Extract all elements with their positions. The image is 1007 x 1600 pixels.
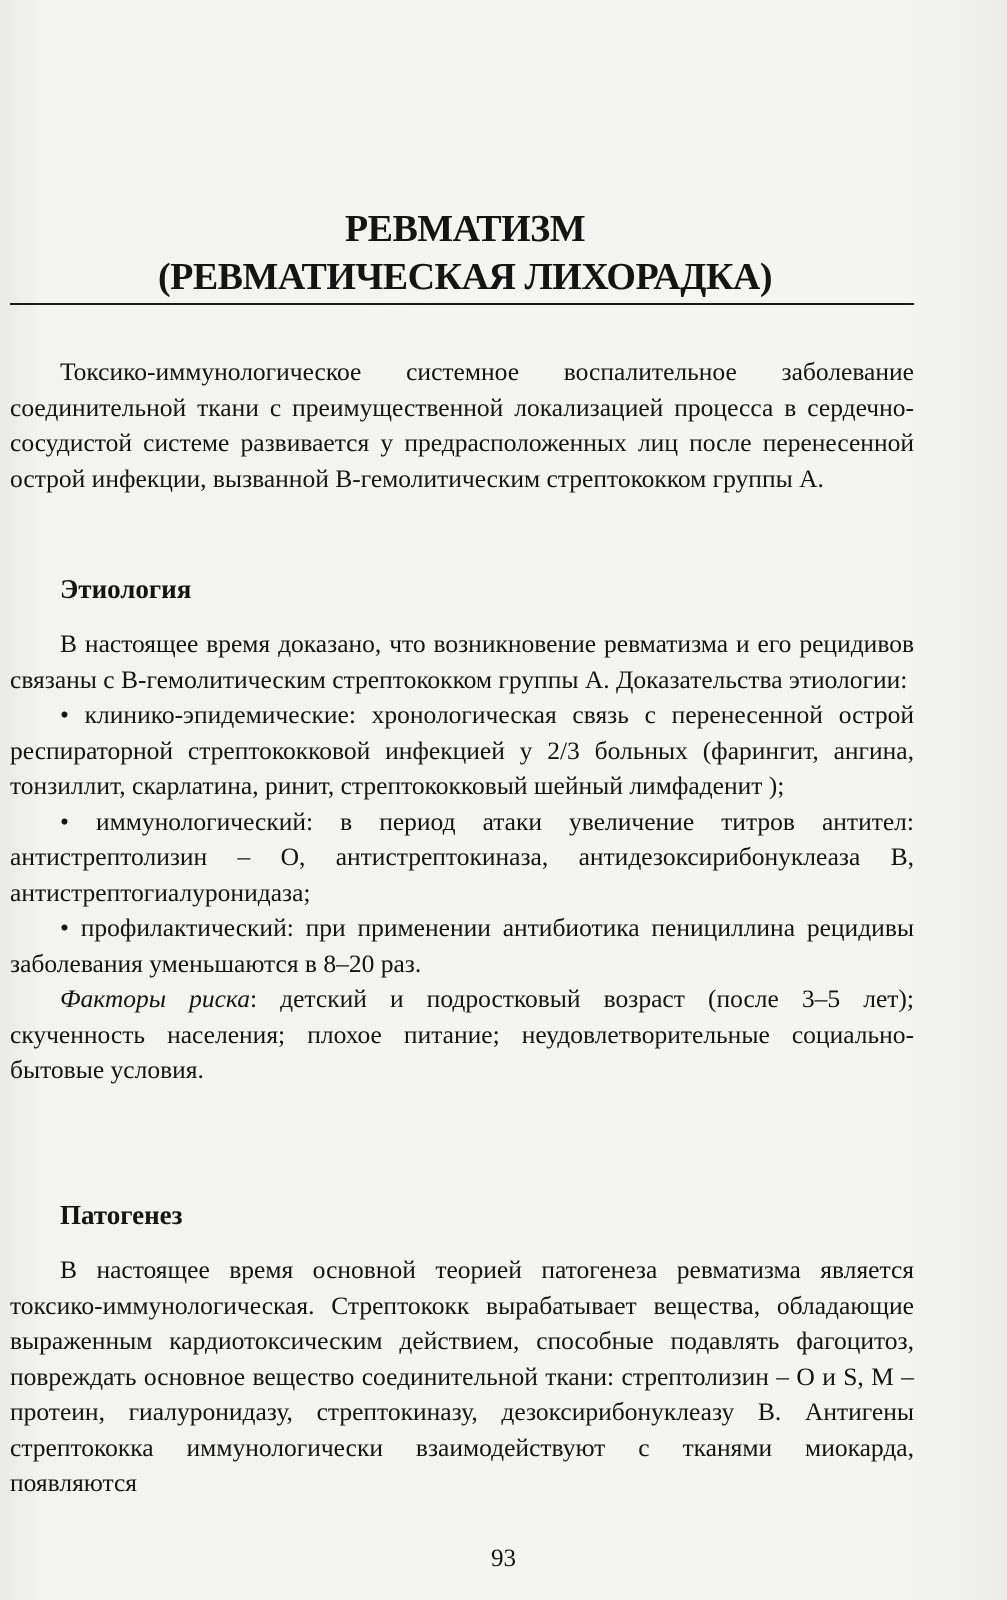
etiology-paragraph: В настоящее время доказано, что возникновение ревматизма и его рецидивов связаны с В-гемолитическим стрептококком группы А. Доказательства этиологии: [10, 629, 914, 694]
risk-factors-label: Факторы риска [60, 984, 250, 1013]
pathogenesis-section [10, 1252, 914, 1501]
title-divider [10, 303, 914, 305]
page-subtitle: (РЕВМАТИЧЕСКАЯ ЛИХОРАДКА) [157, 256, 773, 298]
etiology-section [10, 626, 914, 1088]
section-heading-etiology: Этиология [60, 574, 192, 604]
page-number: 93 [491, 1545, 516, 1572]
etiology-bullet-prophylactic: • профилактический: при применении антибиотика пенициллина рецидивы заболевания уменьшаются в 8–20 раз. [10, 913, 914, 978]
intro-paragraph [10, 354, 914, 496]
etiology-bullet-immunological: • иммунологический: в период атаки увеличение титров антител: антистрептолизин – О, антистрептокиназа, антидезоксирибонуклеаза В, антистрептогиалуронидаза; [10, 806, 914, 907]
etiology-bullet-clinical: • клинико-эпидемические: хронологическая связь с перенесенной острой респираторной стрептококковой инфекцией у 2/3 больных (фарингит, ангина, тонзиллит, скарлатина, ринит, стрептококковый шейный лимфаденит ); [10, 700, 914, 800]
risk-factors-text: : детский и подростковый возраст (после 3–5 лет); скученность населения; плохое питание; неудовлетворительные социально-бытовые условия. [10, 984, 914, 1084]
intro-text: Токсико-иммунологическое системное воспалительное заболевание соединительной ткани с преимущественной локализацией процесса в сердечно-сосудистой системе развивается у предрасположенных лиц после перенесенной острой инфекции, вызванной B-гемолитическим стрептококком группы А. [10, 357, 914, 493]
pathogenesis-paragraph: В настоящее время основной теорией патогенеза ревматизма является токсико-иммунологическая. Стрептококк вырабатывает вещества, обладающие выраженным кардиотоксическим действием, способные подавлять фагоцитоз, повреждать основное вещество соединительной ткани: стрептолизин – О и S, М – протеин, гиалуронидазу, стрептокиназу, дезоксирибонуклеазу В. Антигены стрептококка иммунологически взаимодействуют с тканями миокарда, появляются [10, 1255, 914, 1497]
page-title: РЕВМАТИЗМ [344, 208, 586, 250]
section-heading-pathogenesis: Патогенез [60, 1200, 183, 1230]
risk-factors-paragraph [10, 981, 914, 1088]
